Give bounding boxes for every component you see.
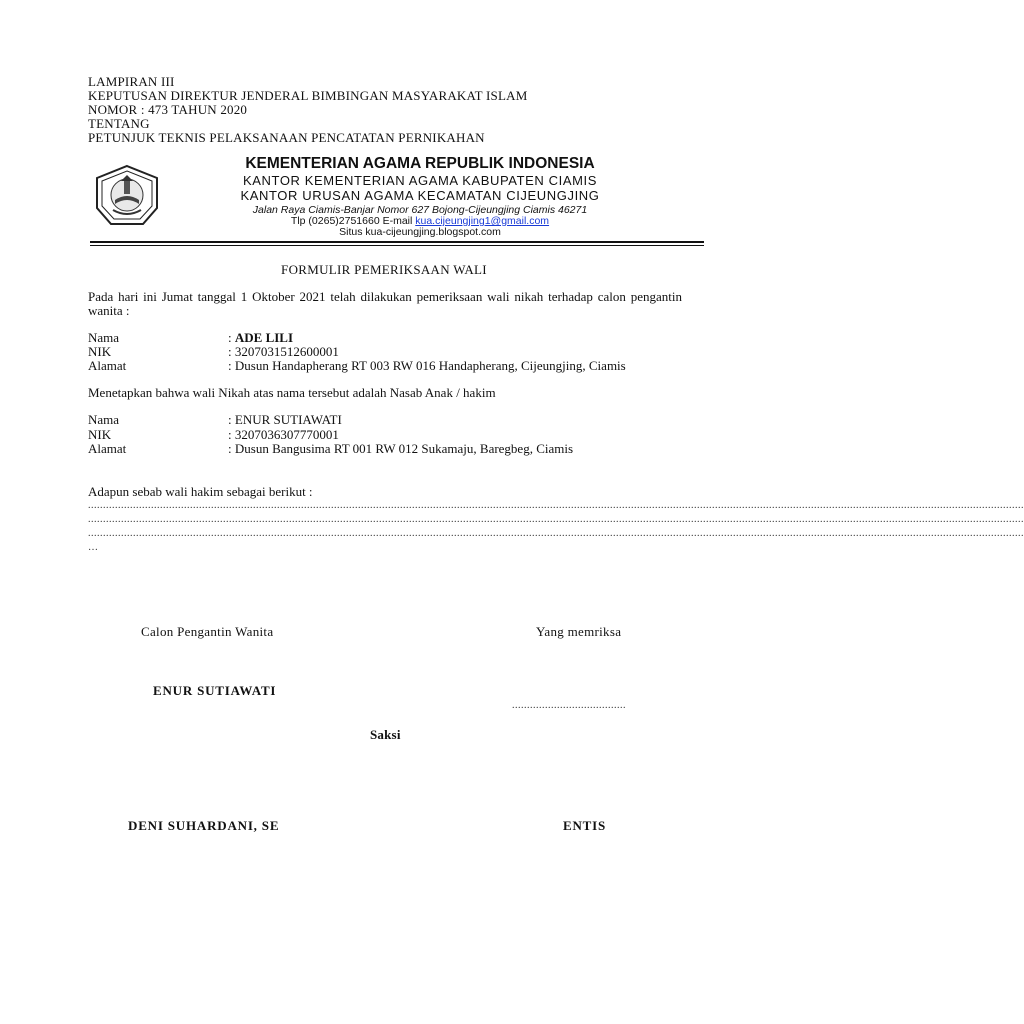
colon: : (228, 344, 232, 359)
wali-name-label: Nama (88, 412, 120, 427)
bride-address-row (228, 358, 626, 374)
wali-nik-label: NIK (88, 427, 112, 442)
bride-nik-value: 3207031512600001 (234, 344, 339, 359)
wali-address-row (228, 441, 573, 457)
office-website: Situs kua-cijeungjing.blogspot.com (339, 226, 501, 238)
tentang-label: TENTANG (88, 116, 150, 131)
office-kabupaten: KANTOR KEMENTERIAN AGAMA KABUPATEN CIAMIS (243, 173, 597, 188)
keputusan-title: KEPUTUSAN DIREKTUR JENDERAL BIMBINGAN MASYARAKAT ISLAM (88, 88, 528, 103)
ministry-title: KEMENTERIAN AGAMA REPUBLIK INDONESIA (245, 155, 595, 172)
intro-paragraph: Pada hari ini Jumat tanggal 1 Oktober 2021 telah dilakukan pemeriksaan wali nikah terhadap calon pengantin wanita : (88, 289, 682, 318)
form-title: FORMULIR PEMERIKSAAN WALI (281, 262, 487, 277)
bride-signature-label: Calon Pengantin Wanita (141, 624, 274, 639)
colon: : (228, 427, 232, 442)
wali-name-row (228, 412, 342, 428)
reason-dotted-line-end: … (88, 542, 99, 553)
reason-dotted-line: ........................................................................................................................................................................................................................................................................................................................ (88, 500, 1024, 511)
colon: : (228, 330, 232, 345)
bride-name-value: ADE LILI (234, 330, 294, 345)
examiner-signature-label: Yang memriksa (536, 624, 622, 639)
wali-name-value: ENUR SUTIAWATI (234, 412, 342, 427)
bride-nik-label: NIK (88, 344, 112, 359)
kemenag-emblem-icon (93, 164, 161, 228)
office-address: Jalan Raya Ciamis-Banjar Nomor 627 Bojong-Cijeungjing Ciamis 46271 (252, 204, 588, 216)
email-link[interactable]: kua.cijeungjing1@gmail.com (415, 215, 550, 227)
reason-dotted-line: ........................................................................................................................................................................................................................................................................................................................ (88, 528, 1024, 539)
wali-nik-value: 3207036307770001 (234, 427, 339, 442)
kop-divider-thick (90, 241, 704, 243)
office-kecamatan: KANTOR URUSAN AGAMA KECAMATAN CIJEUNGJING (240, 188, 600, 203)
bride-signer-name: ENUR SUTIAWATI (153, 683, 277, 698)
wali-address-value: Dusun Bangusima RT 001 RW 012 Sukamaju, Baregbeg, Ciamis (234, 441, 574, 456)
colon: : (228, 412, 232, 427)
witness-label: Saksi (370, 727, 401, 742)
colon: : (228, 358, 232, 373)
contact-phone: Tlp (0265)2751660 E-mail (290, 215, 416, 227)
nomor-tahun: NOMOR : 473 TAHUN 2020 (88, 102, 248, 117)
wali-address-label: Alamat (88, 441, 127, 456)
reason-dotted-line: ........................................................................................................................................................................................................................................................................................................................ (88, 514, 1024, 525)
witness-one-name: DENI SUHARDANI, SE (128, 818, 280, 833)
petunjuk-teknis: PETUNJUK TEKNIS PELAKSANAAN PENCATATAN PERNIKAHAN (88, 130, 485, 145)
witness-two-name: ENTIS (563, 818, 607, 833)
wali-statement: Menetapkan bahwa wali Nikah atas nama tersebut adalah Nasab Anak / hakim (88, 385, 496, 400)
bride-name-label: Nama (88, 330, 120, 345)
colon: : (228, 441, 232, 456)
lampiran-label: LAMPIRAN III (88, 74, 175, 89)
kop-divider-thin (90, 245, 704, 246)
examiner-signer-blank: ...................................... (512, 700, 626, 711)
bride-address-value: Dusun Handapherang RT 003 RW 016 Handapherang, Cijeungjing, Ciamis (234, 358, 626, 373)
bride-address-label: Alamat (88, 358, 127, 373)
reason-label: Adapun sebab wali hakim sebagai berikut : (88, 484, 313, 499)
